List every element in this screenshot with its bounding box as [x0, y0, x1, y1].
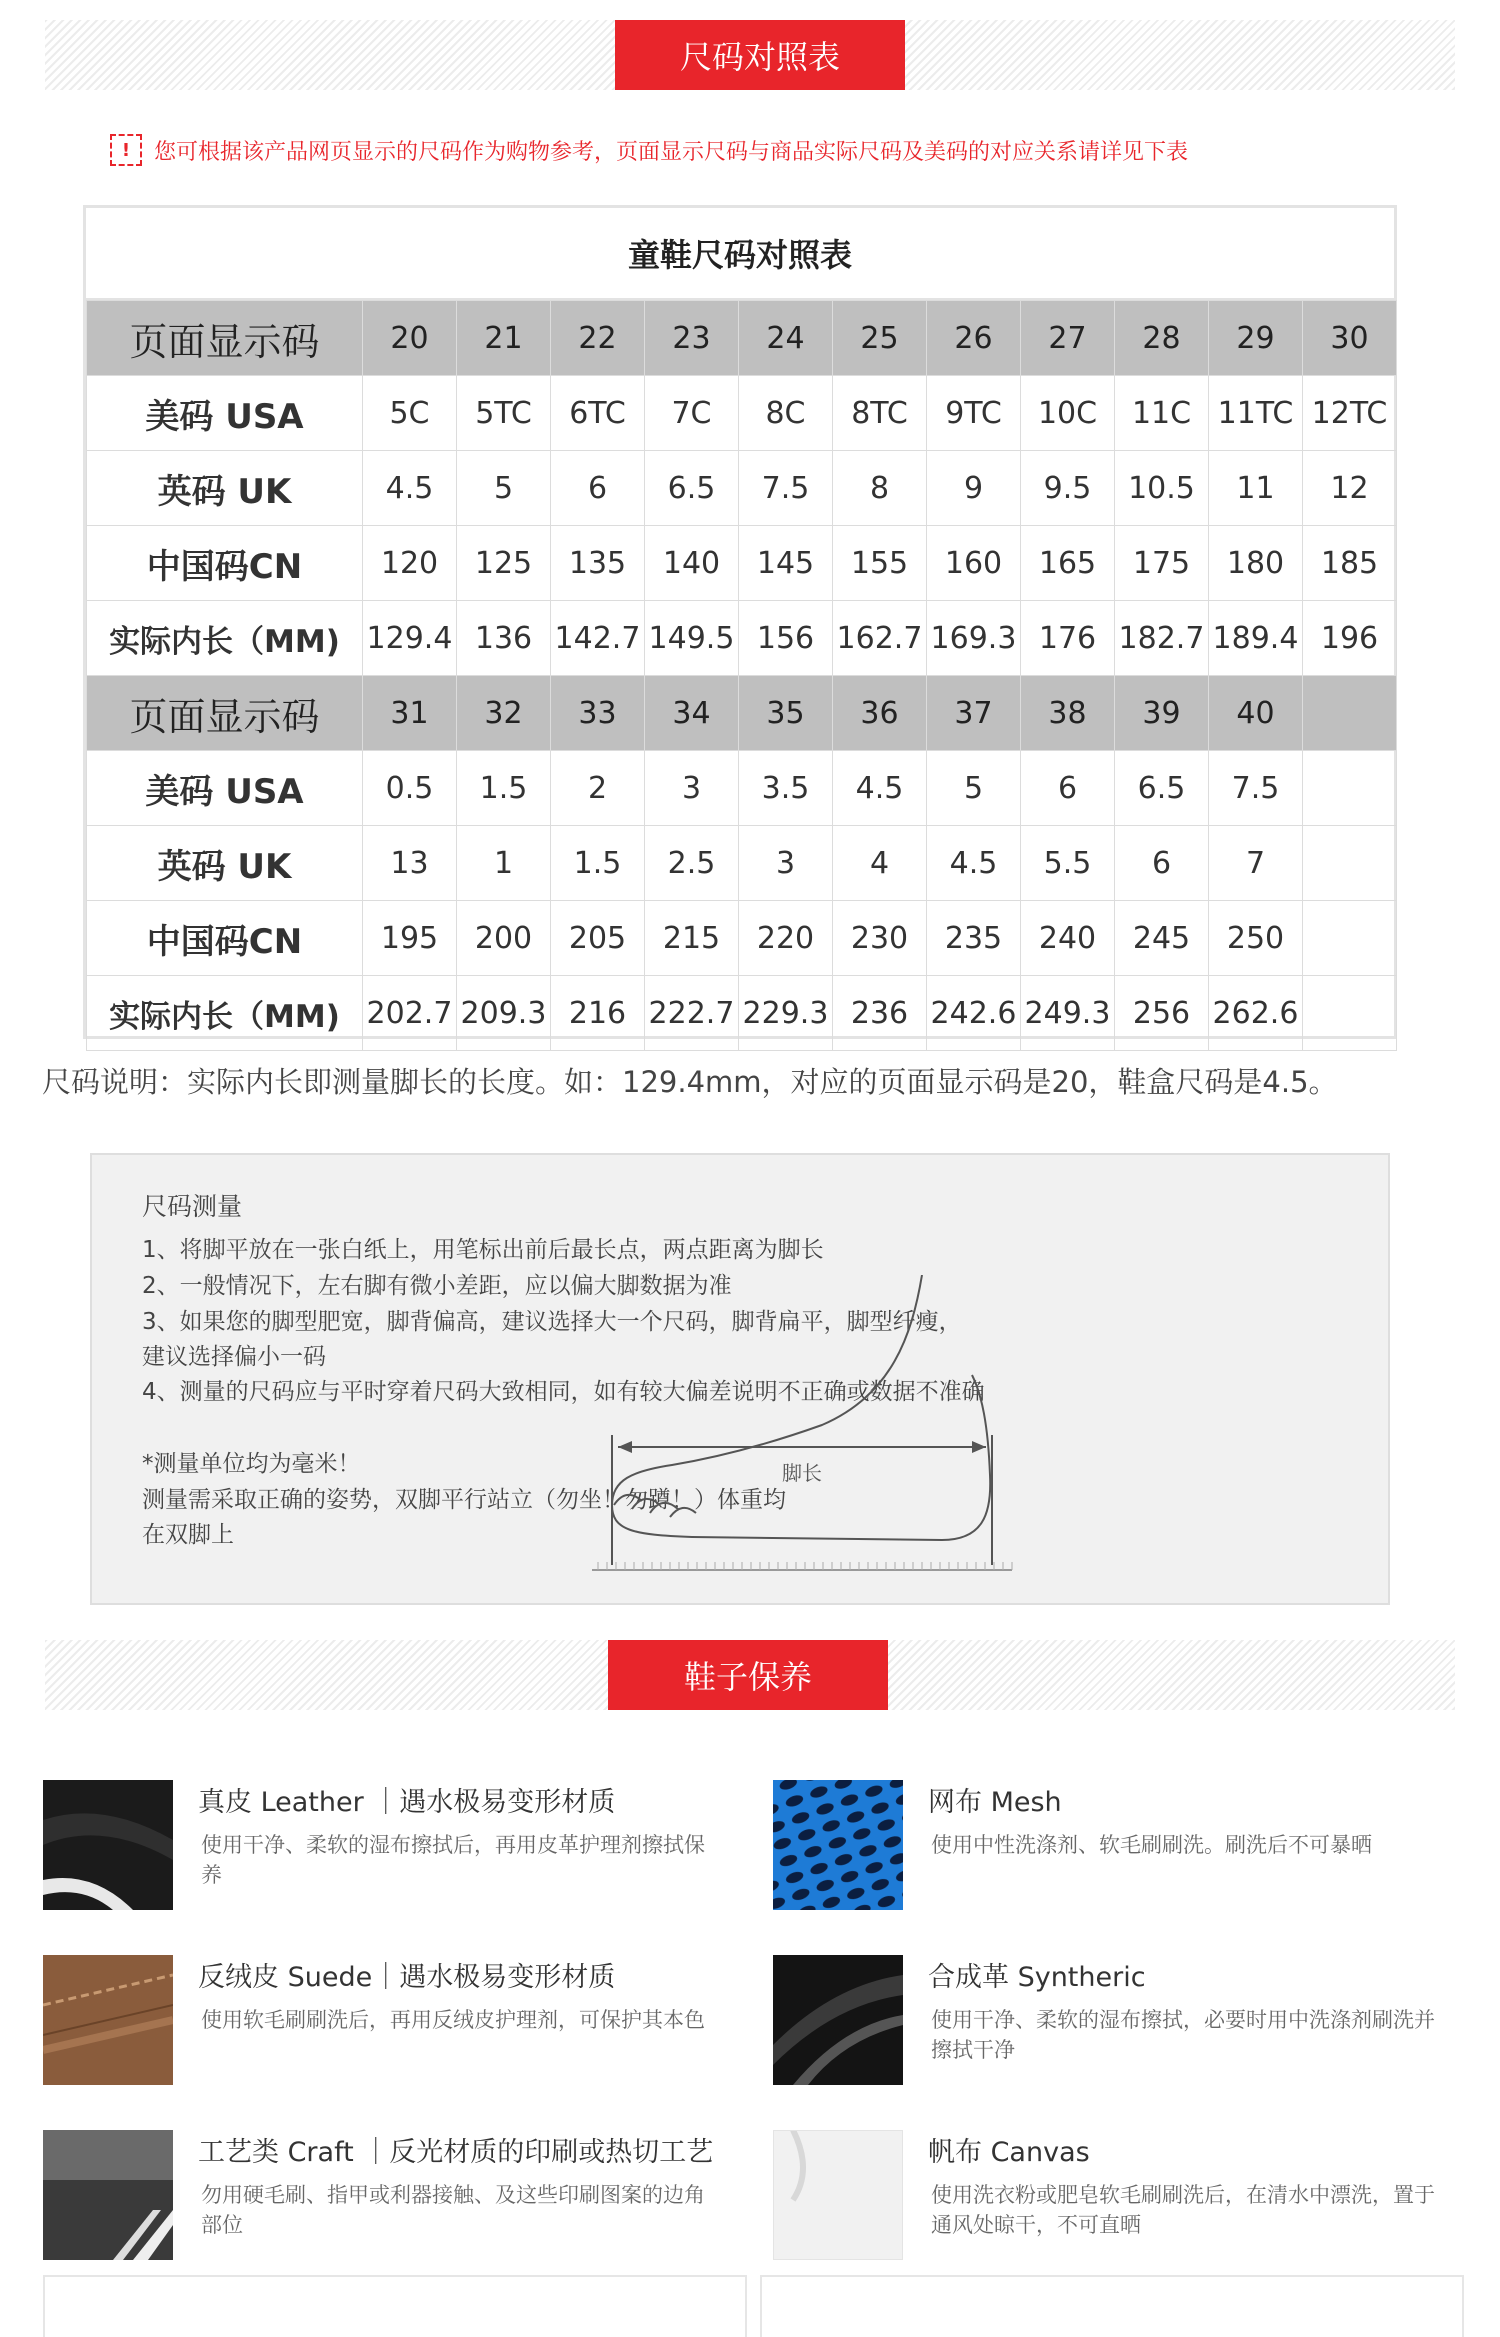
measure-step: 1、将脚平放在一张白纸上，用笔标出前后最长点，两点距离为脚长: [142, 1237, 824, 1263]
size-cell: 176: [1021, 601, 1115, 676]
arrow-right-icon: [972, 1441, 986, 1453]
arrow-left-icon: [618, 1441, 632, 1453]
row-label: 美码 USA: [87, 376, 363, 451]
size-cell: 9: [927, 451, 1021, 526]
size-cell: 5: [457, 451, 551, 526]
size-cell: 250: [1209, 901, 1303, 976]
size-cell: 10.5: [1115, 451, 1209, 526]
measure-note: 在双脚上: [142, 1522, 234, 1548]
size-cell: 185: [1303, 526, 1397, 601]
row-label: 美码 USA: [87, 751, 363, 826]
measure-title: 尺码测量: [142, 1192, 243, 1221]
care-title: 网布 Mesh: [928, 1787, 1062, 1818]
size-explanation: 尺码说明：实际内长即测量脚长的长度。如：129.4mm，对应的页面显示码是20，鞋盒尺码是4.5。: [42, 1065, 1338, 1099]
size-cell: 4.5: [833, 751, 927, 826]
size-cell: 149.5: [645, 601, 739, 676]
size-cell: 209.3: [457, 976, 551, 1051]
size-cell: 4.5: [363, 451, 457, 526]
size-cell: 40: [1209, 676, 1303, 751]
size-cell: 1.5: [457, 751, 551, 826]
size-cell: 7.5: [739, 451, 833, 526]
row-label: 页面显示码: [87, 301, 363, 376]
size-cell: 236: [833, 976, 927, 1051]
size-cell: 182.7: [1115, 601, 1209, 676]
foot-measure-diagram: [592, 1275, 1382, 1585]
size-cell: 6: [1115, 826, 1209, 901]
care-title: 合成革 Syntheric: [928, 1962, 1146, 1993]
size-cell: 33: [551, 676, 645, 751]
size-cell: 215: [645, 901, 739, 976]
size-cell: 31: [363, 676, 457, 751]
size-cell: 5: [927, 751, 1021, 826]
care-title: 反绒皮 Suede｜遇水极易变形材质: [198, 1962, 616, 1993]
row-label: 实际内长（MM): [87, 976, 363, 1051]
size-cell: 11C: [1115, 376, 1209, 451]
measure-step: 2、一般情况下，左右脚有微小差距，应以偏大脚数据为准: [142, 1273, 732, 1299]
size-cell: 7.5: [1209, 751, 1303, 826]
size-cell: 230: [833, 901, 927, 976]
care-desc: 使用软毛刷刷洗后，再用反绒皮护理剂，可保护其本色: [201, 2008, 705, 2032]
measure-step: 建议选择偏小一码: [142, 1344, 326, 1370]
size-cell: 30: [1303, 301, 1397, 376]
suede-texture-image: [43, 1955, 173, 2085]
size-cell: 202.7: [363, 976, 457, 1051]
row-label: 中国码CN: [87, 526, 363, 601]
size-cell: 29: [1209, 301, 1303, 376]
size-cell: 200: [457, 901, 551, 976]
size-cell: 28: [1115, 301, 1209, 376]
measure-step: 4、测量的尺码应与平时穿着尺码大致相同，如有较大偏差说明不正确或数据不准确: [142, 1379, 985, 1405]
size-cell: 1: [457, 826, 551, 901]
shoe-care-banner-title: 鞋子保养: [608, 1640, 888, 1710]
size-cell: 6: [1021, 751, 1115, 826]
size-cell: 155: [833, 526, 927, 601]
size-cell: 6TC: [551, 376, 645, 451]
size-cell: 120: [363, 526, 457, 601]
size-table: [83, 205, 1397, 1039]
size-row-usa: [87, 751, 1397, 826]
size-cell: 175: [1115, 526, 1209, 601]
row-label: 英码 UK: [87, 826, 363, 901]
size-row-cn: [87, 526, 1397, 601]
care-title: 帆布 Canvas: [928, 2137, 1090, 2168]
size-cell: [1303, 976, 1397, 1051]
size-cell: 1.5: [551, 826, 645, 901]
size-cell: 9.5: [1021, 451, 1115, 526]
size-cell: [1303, 901, 1397, 976]
size-cell: 12TC: [1303, 376, 1397, 451]
size-cell: 4: [833, 826, 927, 901]
size-cell: 142.7: [551, 601, 645, 676]
size-cell: 140: [645, 526, 739, 601]
size-cell: 180: [1209, 526, 1303, 601]
size-cell: 196: [1303, 601, 1397, 676]
size-cell: 262.6: [1209, 976, 1303, 1051]
bottom-card-left: [43, 2275, 747, 2337]
foot-length-label: 脚长: [782, 1461, 822, 1485]
row-label: 页面显示码: [87, 676, 363, 751]
care-desc: 使用中性洗涤剂、软毛刷刷洗。刷洗后不可暴晒: [931, 1833, 1372, 1857]
size-cell: 6.5: [645, 451, 739, 526]
size-cell: 21: [457, 301, 551, 376]
size-cell: 169.3: [927, 601, 1021, 676]
size-cell: 11TC: [1209, 376, 1303, 451]
mesh-texture-image: [773, 1780, 903, 1910]
size-cell: 2: [551, 751, 645, 826]
size-row-uk: [87, 451, 1397, 526]
size-cell: 216: [551, 976, 645, 1051]
size-cell: 0.5: [363, 751, 457, 826]
size-cell: 35: [739, 676, 833, 751]
size-notice-text: 您可根据该产品网页显示的尺码作为购物参考，页面显示尺码与商品实际尺码及美码的对应关系请详见下表: [154, 139, 1189, 165]
size-cell: 189.4: [1209, 601, 1303, 676]
care-desc: 使用干净、柔软的湿布擦拭，必要时用中洗涤剂刷洗并擦拭干净: [931, 2008, 1435, 2062]
size-cell: 37: [927, 676, 1021, 751]
row-label: 英码 UK: [87, 451, 363, 526]
row-label: 实际内长（MM): [87, 601, 363, 676]
care-item-craft: [43, 2130, 733, 2270]
size-cell: 5C: [363, 376, 457, 451]
size-cell: 145: [739, 526, 833, 601]
measure-guide: [90, 1153, 1390, 1605]
size-cell: 3: [645, 751, 739, 826]
bottom-card-right: [760, 2275, 1464, 2337]
measure-step: 3、如果您的脚型肥宽，脚背偏高，建议选择大一个尺码，脚背扁平，脚型纤瘦，: [142, 1309, 962, 1335]
shoe-care-banner: [45, 1640, 1455, 1710]
synthetic-texture-image: [773, 1955, 903, 2085]
size-row-mm: [87, 601, 1397, 676]
measure-note: *测量单位均为毫米！: [142, 1451, 361, 1477]
care-desc: 使用洗衣粉或肥皂软毛刷刷洗后，在清水中漂洗，置于通风处晾干，不可直晒: [931, 2183, 1435, 2237]
size-cell: 8TC: [833, 376, 927, 451]
size-cell: 7: [1209, 826, 1303, 901]
size-cell: 3: [739, 826, 833, 901]
craft-texture-image: [43, 2130, 173, 2260]
size-cell: [1303, 751, 1397, 826]
size-cell: 195: [363, 901, 457, 976]
size-cell: 34: [645, 676, 739, 751]
warning-icon: !: [110, 134, 142, 166]
size-cell: 242.6: [927, 976, 1021, 1051]
care-desc: 勿用硬毛刷、指甲或利器接触、及这些印刷图案的边角部位: [201, 2183, 705, 2237]
canvas-texture-image: [773, 2130, 903, 2260]
size-cell: 5.5: [1021, 826, 1115, 901]
size-cell: 24: [739, 301, 833, 376]
size-cell: 129.4: [363, 601, 457, 676]
size-cell: 222.7: [645, 976, 739, 1051]
size-chart-banner: [45, 20, 1455, 90]
size-grid: [86, 300, 1397, 1051]
size-cell: 10C: [1021, 376, 1115, 451]
care-title: 真皮 Leather ｜遇水极易变形材质: [198, 1787, 616, 1818]
size-cell: 156: [739, 601, 833, 676]
size-cell: 11: [1209, 451, 1303, 526]
size-cell: 2.5: [645, 826, 739, 901]
size-cell: 32: [457, 676, 551, 751]
size-cell: 7C: [645, 376, 739, 451]
care-item-suede: [43, 1955, 733, 2095]
size-cell: 220: [739, 901, 833, 976]
care-item-canvas: [773, 2130, 1463, 2270]
care-item-mesh: [773, 1780, 1463, 1920]
foot-toes: [614, 1495, 696, 1517]
size-cell: 12: [1303, 451, 1397, 526]
size-cell: 245: [1115, 901, 1209, 976]
size-cell: 229.3: [739, 976, 833, 1051]
size-row-mm: [87, 976, 1397, 1051]
size-cell: 160: [927, 526, 1021, 601]
care-title: 工艺类 Craft ｜反光材质的印刷或热切工艺: [198, 2137, 714, 2168]
size-cell: 20: [363, 301, 457, 376]
size-cell: 165: [1021, 526, 1115, 601]
size-cell: 205: [551, 901, 645, 976]
size-cell: 4.5: [927, 826, 1021, 901]
size-row-cn: [87, 901, 1397, 976]
size-cell: [1303, 676, 1397, 751]
care-item-synthetic: [773, 1955, 1463, 2095]
row-label: 中国码CN: [87, 901, 363, 976]
size-cell: 23: [645, 301, 739, 376]
size-cell: 240: [1021, 901, 1115, 976]
size-cell: 25: [833, 301, 927, 376]
size-cell: 8: [833, 451, 927, 526]
size-row-page: [87, 301, 1397, 376]
size-cell: 13: [363, 826, 457, 901]
size-cell: [1303, 826, 1397, 901]
size-cell: 39: [1115, 676, 1209, 751]
size-cell: 162.7: [833, 601, 927, 676]
size-cell: 135: [551, 526, 645, 601]
size-cell: 125: [457, 526, 551, 601]
size-cell: 235: [927, 901, 1021, 976]
table-title: 童鞋尺码对照表: [86, 208, 1394, 300]
size-cell: 26: [927, 301, 1021, 376]
size-row-page: [87, 676, 1397, 751]
foot-outline: [612, 1275, 990, 1540]
size-notice: [110, 134, 1410, 166]
leather-texture-image: [43, 1780, 173, 1910]
size-cell: 6.5: [1115, 751, 1209, 826]
size-cell: 38: [1021, 676, 1115, 751]
size-chart-banner-title: 尺码对照表: [615, 20, 905, 90]
size-cell: 8C: [739, 376, 833, 451]
measure-note: 测量需采取正确的姿势，双脚平行站立（勿坐！勿蹲！）体重均: [142, 1487, 786, 1513]
size-row-uk: [87, 826, 1397, 901]
size-cell: 9TC: [927, 376, 1021, 451]
size-cell: 249.3: [1021, 976, 1115, 1051]
ruler-ticks: [592, 1562, 1012, 1570]
size-cell: 36: [833, 676, 927, 751]
size-cell: 256: [1115, 976, 1209, 1051]
care-desc: 使用干净、柔软的湿布擦拭后，再用皮革护理剂擦拭保养: [201, 1833, 705, 1887]
care-item-leather: [43, 1780, 733, 1920]
size-cell: 136: [457, 601, 551, 676]
size-cell: 5TC: [457, 376, 551, 451]
size-row-usa: [87, 376, 1397, 451]
size-cell: 6: [551, 451, 645, 526]
size-cell: 22: [551, 301, 645, 376]
size-cell: 3.5: [739, 751, 833, 826]
size-cell: 27: [1021, 301, 1115, 376]
